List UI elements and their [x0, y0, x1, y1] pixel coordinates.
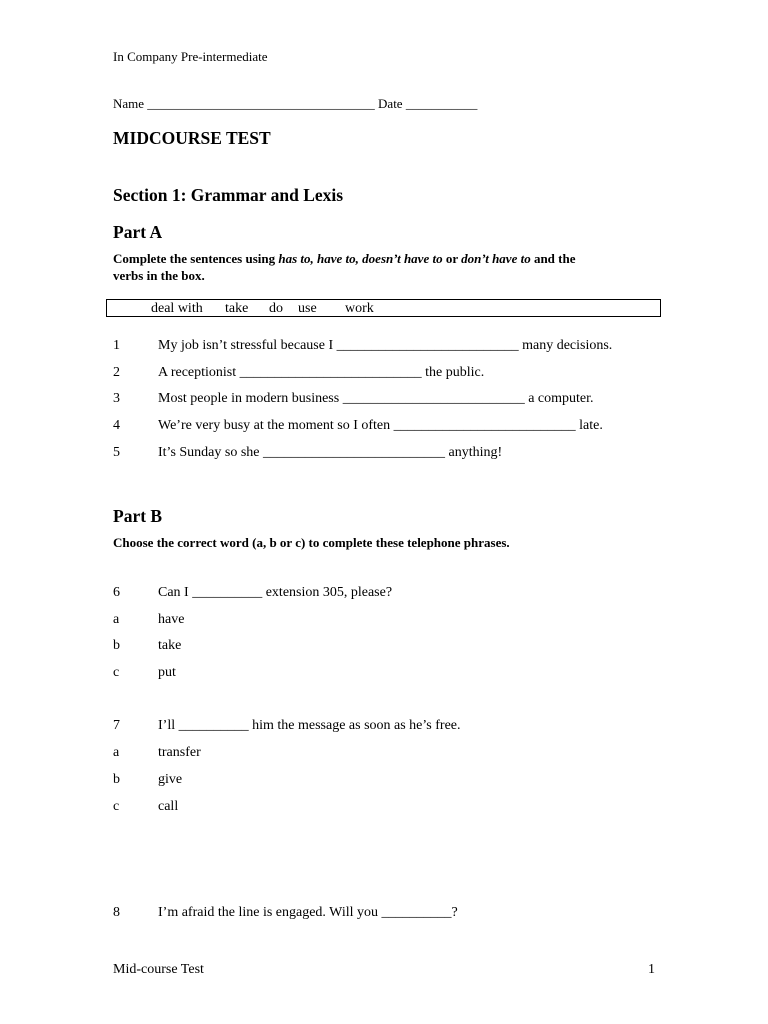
section-heading: Section 1: Grammar and Lexis: [113, 185, 344, 205]
item-number: 3: [113, 391, 120, 406]
word-box: [106, 299, 661, 317]
instruction-text: or: [442, 251, 462, 266]
part-a-instruction-line2: verbs in the box.: [113, 268, 205, 283]
part-a-heading: Part A: [113, 222, 163, 242]
question-text: Can I __________ extension 305, please?: [158, 585, 393, 600]
box-word: take: [225, 301, 249, 316]
option-text: put: [158, 665, 176, 680]
name-date-line: Name ___________________________________ Date ___________: [113, 96, 478, 111]
box-word: use: [298, 301, 317, 316]
question-text: I’ll __________ him the message as soon as he’s free.: [158, 718, 461, 733]
part-b-instruction: Choose the correct word (a, b or c) to complete these telephone phrases.: [113, 535, 510, 550]
option-text: call: [158, 799, 179, 814]
option-letter: c: [113, 799, 120, 814]
question-number: 8: [113, 905, 120, 920]
option-letter: c: [113, 665, 120, 680]
option-letter: b: [113, 638, 120, 653]
course-name: In Company Pre-intermediate: [113, 49, 268, 64]
option-letter: b: [113, 772, 120, 787]
page-number: 1: [648, 962, 655, 977]
item-text: It’s Sunday so she __________________________ anything!: [158, 445, 503, 460]
item-text: My job isn’t stressful because I __________________________ many decisions.: [158, 338, 613, 353]
question-number: 6: [113, 585, 120, 600]
box-word: work: [345, 301, 374, 316]
option-text: transfer: [158, 745, 201, 760]
item-number: 5: [113, 445, 120, 460]
footer-title: Mid-course Test: [113, 962, 204, 977]
instruction-text: and the: [530, 251, 576, 266]
item-number: 1: [113, 338, 120, 353]
item-number: 2: [113, 365, 120, 380]
box-word: do: [269, 301, 283, 316]
box-word: deal with: [151, 301, 203, 316]
instruction-text: Complete the sentences using: [113, 251, 279, 266]
part-b-heading: Part B: [113, 506, 163, 526]
question-text: I’m afraid the line is engaged. Will you __________?: [158, 905, 458, 920]
option-letter: a: [113, 612, 120, 627]
item-text: A receptionist __________________________ the public.: [158, 365, 485, 380]
option-text: have: [158, 612, 185, 627]
part-a-instruction: [113, 250, 576, 267]
instruction-italic: has to, have to, doesn’t have to: [278, 251, 443, 266]
test-title: MIDCOURSE TEST: [113, 128, 271, 148]
instruction-italic: don’t have to: [461, 251, 531, 266]
option-text: take: [158, 638, 182, 653]
option-letter: a: [113, 745, 120, 760]
question-number: 7: [113, 718, 120, 733]
item-text: Most people in modern business __________________________ a computer.: [158, 391, 594, 406]
option-text: give: [158, 772, 183, 787]
item-number: 4: [113, 418, 120, 433]
item-text: We’re very busy at the moment so I often __________________________ late.: [158, 418, 603, 433]
